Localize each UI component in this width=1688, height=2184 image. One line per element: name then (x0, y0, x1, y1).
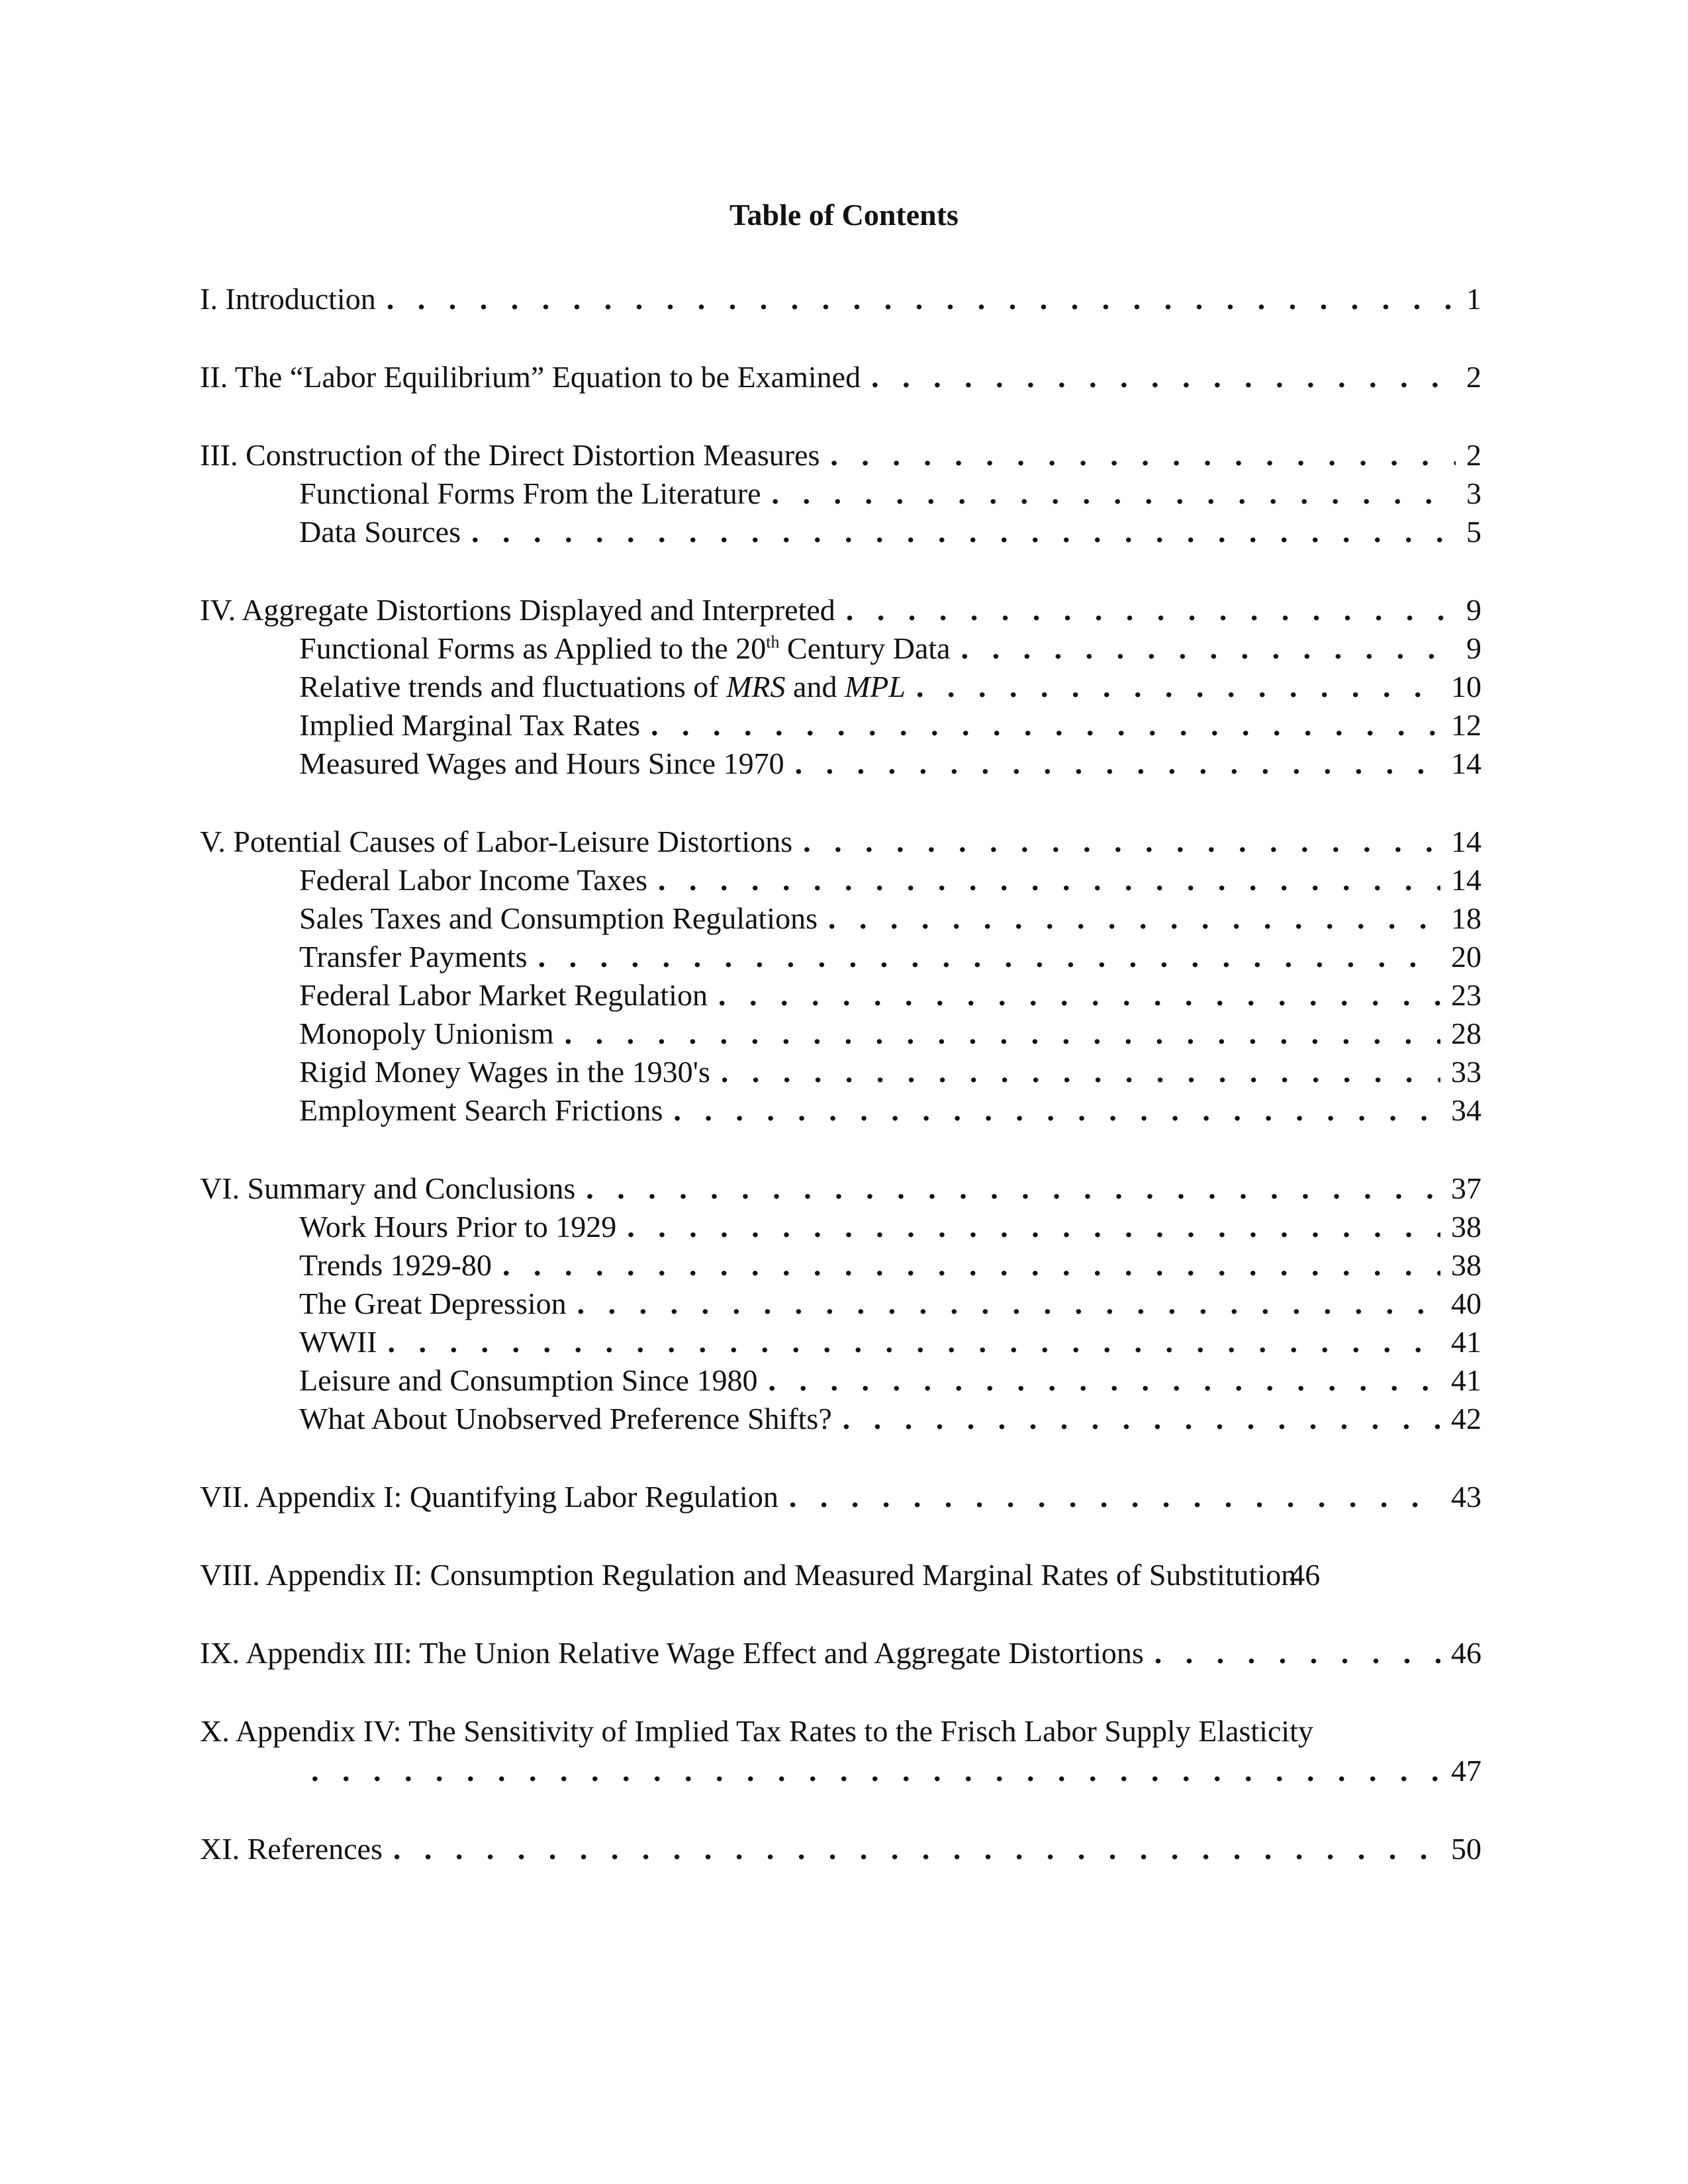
entry-label: IV. Aggregate Distortions Displayed and Interpreted (200, 593, 835, 627)
toc-subentry[interactable] (299, 1089, 1481, 1132)
label-text: Century Data (779, 631, 951, 665)
entry-label: VII. Appendix I: Quantifying Labor Regulation (200, 1480, 778, 1514)
entry-label: VI. Summary and Conclusions (200, 1171, 576, 1205)
entry-label: Rigid Money Wages in the 1930's (299, 1055, 710, 1089)
entry-label: Leisure and Consumption Since 1980 (299, 1363, 758, 1397)
entry-label: Work Hours Prior to 1929 (299, 1210, 617, 1244)
entry-label: Transfer Payments (299, 940, 528, 974)
entry-label: Trends 1929-80 (299, 1248, 492, 1282)
toc-subentry[interactable] (299, 897, 1481, 940)
dot-leader (627, 1206, 1440, 1248)
entry-label: Monopoly Unionism (299, 1017, 554, 1050)
toc-subentry[interactable] (299, 473, 1481, 515)
toc-entry-appendix-1[interactable] (200, 1476, 1481, 1518)
dot-leader (768, 1359, 1440, 1402)
dot-leader (803, 821, 1440, 863)
toc-title: Table of Contents (729, 198, 959, 232)
dot-leader (772, 473, 1456, 515)
mrs-term: MRS (726, 670, 786, 704)
dot-leader (789, 1476, 1440, 1518)
toc-subentry[interactable] (299, 1244, 1481, 1287)
dot-leader (961, 627, 1456, 670)
entry-label: Federal Labor Income Taxes (299, 863, 647, 897)
page-number: 3 (1466, 477, 1481, 510)
page-number: 18 (1451, 901, 1481, 935)
toc-subentry[interactable] (299, 743, 1481, 785)
toc-entry-appendix-4-continuation[interactable] (311, 1750, 1481, 1792)
page-number: 46 (1451, 1636, 1481, 1670)
toc-subentry[interactable] (299, 666, 1481, 708)
entry-label (299, 666, 906, 708)
page-number: 28 (1451, 1017, 1481, 1050)
toc-subentry[interactable] (299, 974, 1481, 1017)
dot-leader (916, 666, 1440, 708)
toc-subentry[interactable] (299, 1359, 1481, 1402)
page-number: 9 (1466, 593, 1481, 627)
page-number: 40 (1451, 1287, 1481, 1320)
entry-label: II. The “Labor Equilibrium” Equation to be Examined (200, 360, 861, 394)
toc-subentry[interactable] (299, 859, 1481, 901)
page-number: 10 (1451, 670, 1481, 704)
dot-leader (538, 936, 1440, 978)
page-number: 14 (1451, 825, 1481, 858)
entry-label: Implied Marginal Tax Rates (299, 708, 641, 742)
dot-leader (843, 1398, 1440, 1440)
page-number: 34 (1451, 1093, 1481, 1127)
dot-leader (577, 1283, 1440, 1325)
toc-entry-summary[interactable] (200, 1167, 1481, 1210)
page-number: 37 (1451, 1171, 1481, 1205)
entry-label: WWII (299, 1325, 377, 1359)
dot-leader (651, 704, 1440, 747)
entry-label: X. Appendix IV: The Sensitivity of Implied Tax Rates to the Frisch Labor Supply Elasticity (200, 1714, 1313, 1748)
toc-entry-references[interactable] (200, 1828, 1481, 1870)
page-number: 41 (1451, 1325, 1481, 1359)
page-number: 5 (1466, 515, 1481, 549)
dot-leader (393, 1828, 1440, 1870)
toc-entry-appendix-3[interactable] (200, 1632, 1481, 1674)
toc-subentry[interactable] (299, 1283, 1481, 1325)
toc-subentry[interactable] (299, 1398, 1481, 1440)
entry-label (299, 627, 951, 670)
page-number: 50 (1451, 1832, 1481, 1866)
dot-leader (718, 974, 1440, 1017)
page-number: 9 (1466, 631, 1481, 665)
dot-leader (830, 434, 1456, 477)
label-text: and (785, 670, 845, 704)
toc-entry-potential-causes[interactable] (200, 821, 1481, 863)
toc-subentry[interactable] (299, 1321, 1481, 1363)
page-number: 12 (1451, 708, 1481, 742)
entry-label: III. Construction of the Direct Distortion Measures (200, 438, 820, 472)
page-number: 2 (1466, 438, 1481, 472)
toc-entry-appendix-2[interactable] (200, 1554, 1688, 1596)
toc-subentry[interactable] (299, 936, 1481, 978)
page-number: 1 (1466, 282, 1481, 316)
dot-leader (471, 511, 1456, 553)
page-number: 14 (1451, 863, 1481, 897)
entry-label: Sales Taxes and Consumption Regulations (299, 901, 818, 935)
page-number: 14 (1451, 747, 1481, 780)
page-number: 38 (1451, 1248, 1481, 1282)
dot-leader (721, 1051, 1440, 1093)
entry-label: V. Potential Causes of Labor-Leisure Distortions (200, 825, 793, 858)
entry-label: The Great Depression (299, 1287, 567, 1320)
toc-subentry[interactable] (299, 704, 1481, 747)
dot-leader (871, 356, 1456, 398)
entry-label: Data Sources (299, 515, 461, 549)
page-number: 2 (1466, 360, 1481, 394)
dot-leader (1154, 1632, 1440, 1674)
toc-entry-aggregate-distortions[interactable] (200, 589, 1481, 631)
entry-label: Measured Wages and Hours Since 1970 (299, 747, 784, 780)
mpl-term: MPL (844, 670, 906, 704)
toc-subentry[interactable] (299, 1206, 1481, 1248)
entry-label: I. Introduction (200, 282, 376, 316)
toc-entry-appendix-4[interactable] (200, 1710, 1481, 1752)
toc-subentry[interactable] (299, 511, 1481, 553)
page-number: 33 (1451, 1055, 1481, 1089)
dot-leader (586, 1167, 1440, 1210)
page-number: 38 (1451, 1210, 1481, 1244)
page-number: 23 (1451, 978, 1481, 1012)
dot-leader (795, 743, 1440, 785)
superscript: th (766, 632, 780, 652)
toc-subentry[interactable] (299, 1013, 1481, 1055)
page-number: 46 (1289, 1558, 1321, 1592)
dot-leader (387, 1321, 1440, 1363)
entry-label: VIII. Appendix II: Consumption Regulation and Measured Marginal Rates of Substitution (200, 1558, 1297, 1592)
entry-label: XI. References (200, 1832, 383, 1866)
toc-subentry[interactable] (299, 627, 1481, 670)
toc-entry-introduction[interactable] (200, 278, 1481, 320)
toc-entry-labor-equilibrium[interactable] (200, 356, 1481, 398)
page-number: 42 (1451, 1402, 1481, 1435)
label-text: Relative trends and fluctuations of (299, 670, 727, 704)
label-text: Functional Forms as Applied to the 20 (299, 631, 767, 665)
entry-label: IX. Appendix III: The Union Relative Wage Effect and Aggregate Distortions (200, 1636, 1144, 1670)
dot-leader (311, 1750, 1440, 1792)
page-number: 47 (1451, 1754, 1481, 1788)
page-number: 41 (1451, 1363, 1481, 1397)
toc-entry-direct-distortion[interactable] (200, 434, 1481, 477)
entry-label: What About Unobserved Preference Shifts? (299, 1402, 832, 1435)
toc-subentry[interactable] (299, 1051, 1481, 1093)
dot-leader (673, 1089, 1440, 1132)
dot-leader (387, 278, 1456, 320)
entry-label: Federal Labor Market Regulation (299, 978, 708, 1012)
dot-leader (846, 589, 1456, 631)
dot-leader (502, 1244, 1440, 1287)
page-number: 20 (1451, 940, 1481, 974)
dot-leader (658, 859, 1440, 901)
dot-leader (565, 1013, 1440, 1055)
entry-label: Functional Forms From the Literature (299, 477, 761, 510)
page-number: 43 (1451, 1480, 1481, 1514)
entry-label: Employment Search Frictions (299, 1093, 663, 1127)
dot-leader (828, 897, 1440, 940)
